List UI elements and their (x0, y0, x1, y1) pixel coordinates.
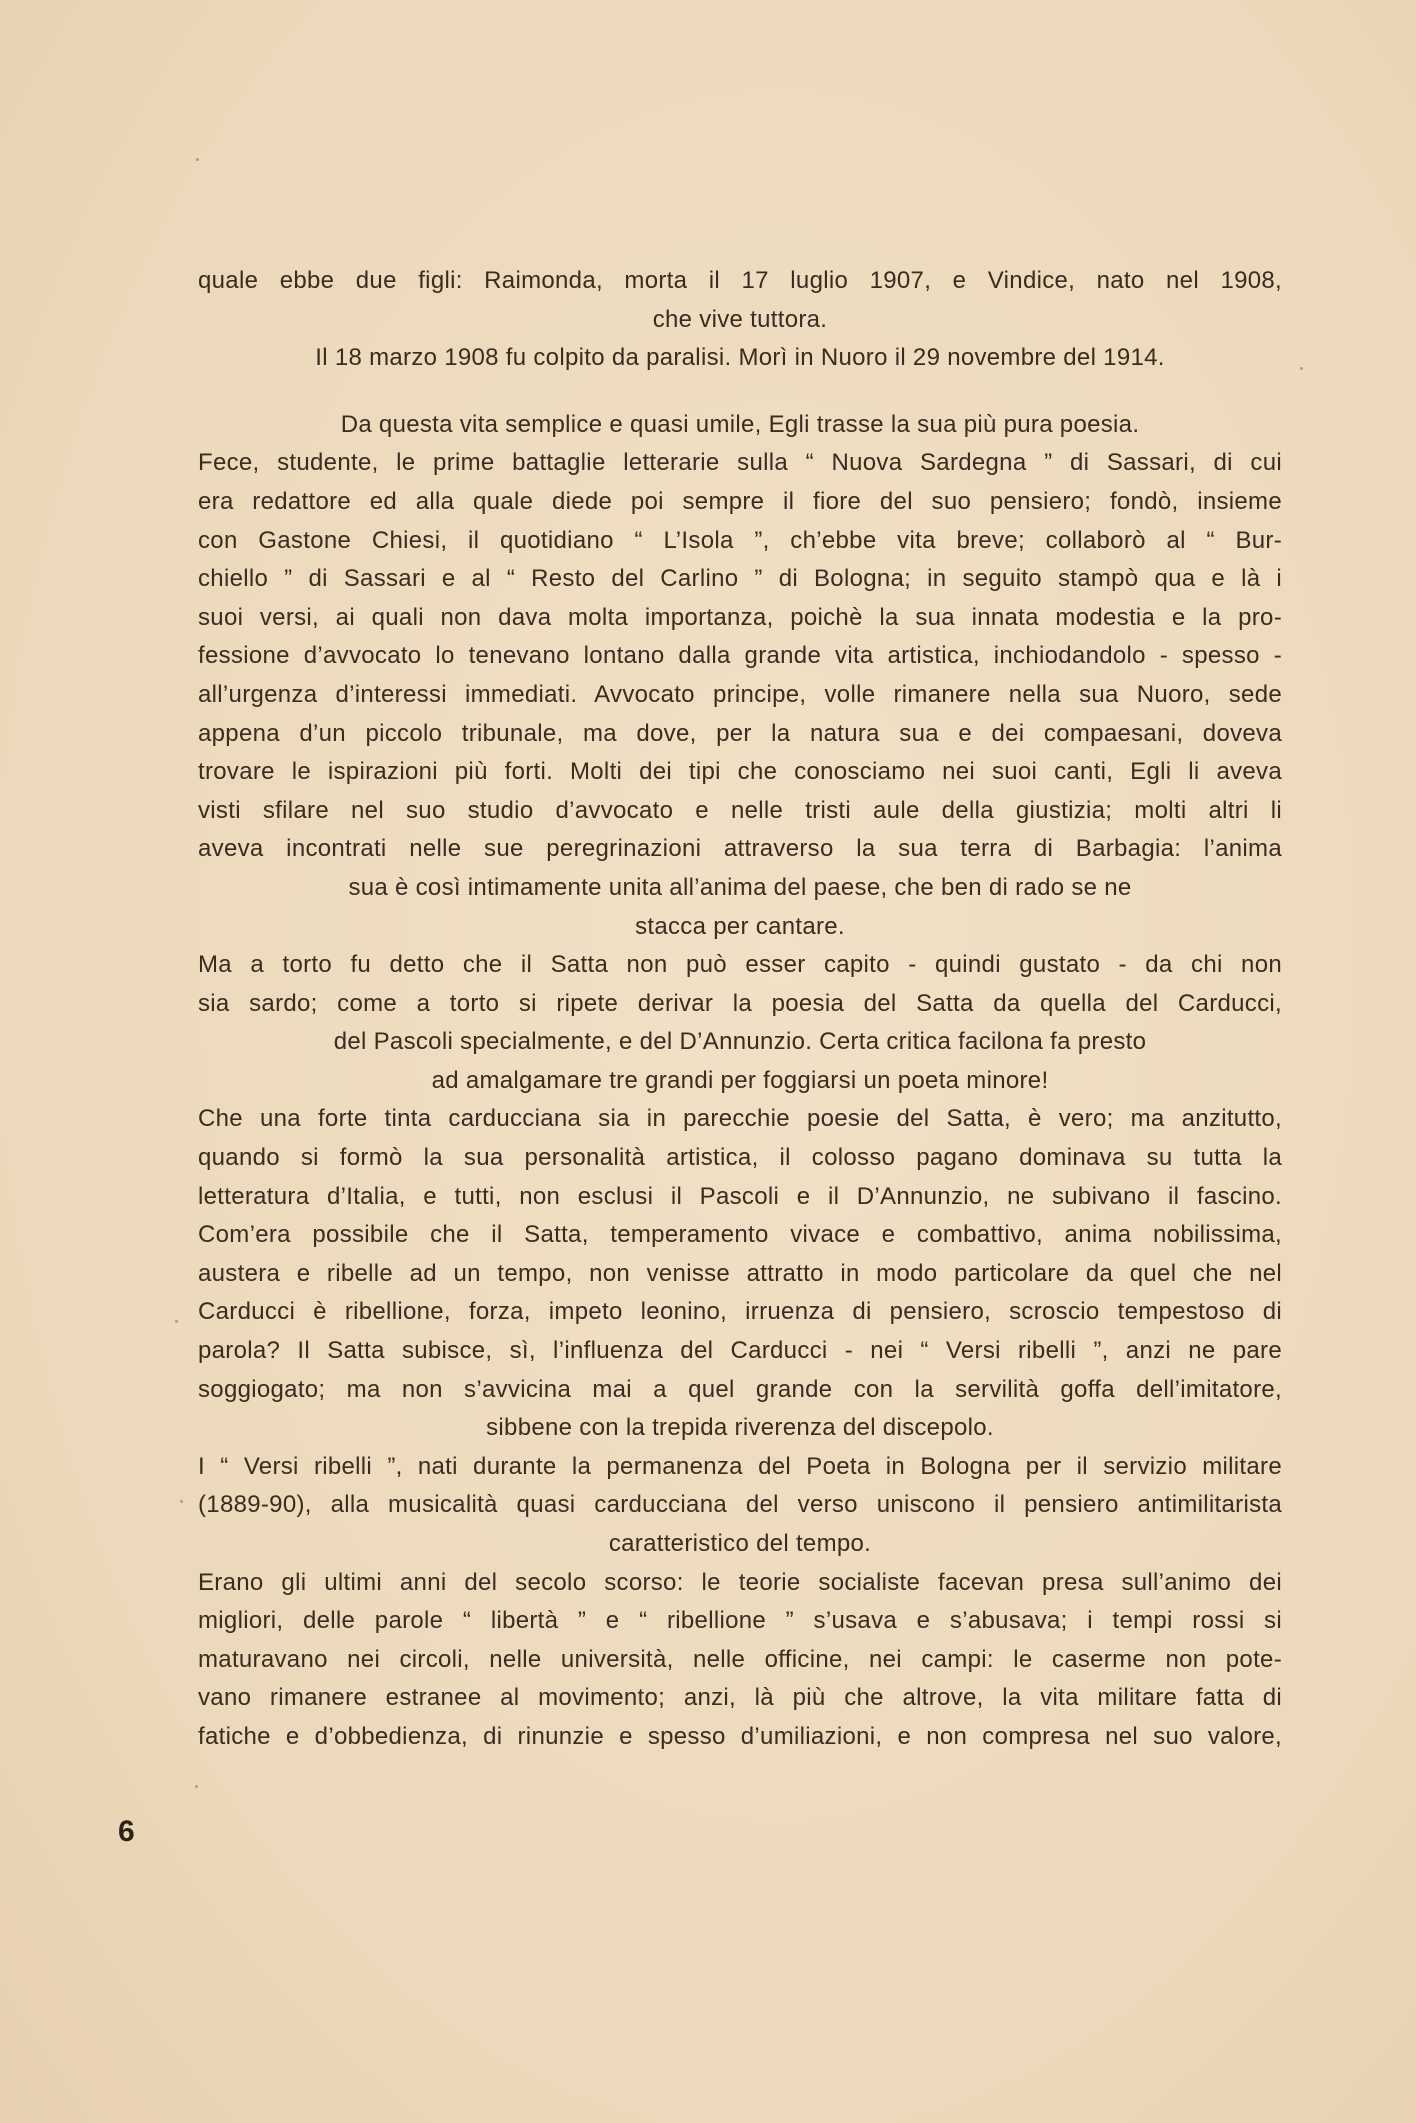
paper-speck (195, 1785, 198, 1788)
paper-speck (180, 1500, 183, 1503)
text-line: aveva incontrati nelle sue peregrinazioni attraverso la sua terra di Barbagia: l’anima (198, 835, 1282, 863)
text-line: Erano gli ultimi anni del secolo scorso: le teorie socialiste facevan presa sull’animo dei (198, 1568, 1282, 1596)
text-line: Da questa vita semplice e quasi umile, Egli trasse la sua più pura poesia. (340, 410, 1140, 438)
text-line: maturavano nei circoli, nelle università, nelle officine, nei campi: le caserme non pote- (198, 1645, 1282, 1673)
text-line: parola? Il Satta subisce, sì, l’influenza del Carducci - nei “ Versi ribelli ”, anzi ne pare (198, 1337, 1282, 1365)
text-line: con Gastone Chiesi, il quotidiano “ L’Isola ”, ch’ebbe vita breve; collaborò al “ Bur- (198, 526, 1282, 554)
text-line: quale ebbe due figli: Raimonda, morta il 17 luglio 1907, e Vindice, nato nel 1908, (198, 267, 1282, 294)
text-line: soggiogato; ma non s’avvicina mai a quel grande con la servilità goffa dell’imitatore, (198, 1375, 1282, 1403)
page-number: 6 (118, 1815, 135, 1848)
text-line: sia sardo; come a torto si ripete derivar la poesia del Satta da quella del Carducci, (198, 989, 1282, 1017)
text-line: suoi versi, ai quali non dava molta importanza, poichè la sua innata modestia e la pro- (198, 603, 1282, 631)
paper-speck (1300, 367, 1303, 370)
text-line: fatiche e d’obbedienza, di rinunzie e spesso d’umiliazioni, e non compresa nel suo valore, (198, 1722, 1282, 1750)
text-line: appena d’un piccolo tribunale, ma dove, per la natura sua e dei compaesani, doveva (198, 719, 1282, 747)
text-line: era redattore ed alla quale diede poi sempre il fiore del suo pensiero; fondò, insieme (198, 487, 1282, 515)
text-line: chiello ” di Sassari e al “ Resto del Carlino ” di Bologna; in seguito stampò qua e là i (198, 565, 1282, 593)
body-text (198, 262, 1282, 1757)
text-line: (1889-90), alla musicalità quasi carducciana del verso uniscono il pensiero antimilitarista (198, 1491, 1282, 1519)
text-line: trovare le ispirazioni più forti. Molti dei tipi che conosciamo nei suoi canti, Egli li aveva (198, 758, 1282, 786)
text-line: stacca per cantare. (635, 912, 845, 940)
paper-speck (196, 158, 199, 161)
text-line: Che una forte tinta carducciana sia in parecchie poesie del Satta, è vero; ma anzitutto, (198, 1105, 1282, 1133)
text-line: Il 18 marzo 1908 fu colpito da paralisi. Morì in Nuoro il 29 novembre del 1914. (315, 344, 1165, 372)
text-line: Ma a torto fu detto che il Satta non può esser capito - quindi gustato - da chi non (198, 951, 1282, 979)
text-line: che vive tuttora. (652, 305, 828, 333)
text-line: sibbene con la trepida riverenza del discepolo. (486, 1414, 994, 1442)
text-line: visti sfilare nel suo studio d’avvocato e nelle tristi aule della giustizia; molti altri li (198, 796, 1282, 824)
text-line: all’urgenza d’interessi immediati. Avvocato principe, volle rimanere nella sua Nuoro, sede (198, 680, 1282, 708)
text-line: Fece, studente, le prime battaglie letterarie sulla “ Nuova Sardegna ” di Sassari, di cui (198, 449, 1282, 477)
text-line: sua è così intimamente unita all’anima del paese, che ben di rado se ne (348, 873, 1132, 901)
text-line: fessione d’avvocato lo tenevano lontano dalla grande vita artistica, inchiodandolo - spesso - (198, 642, 1282, 670)
paper-speck (175, 1320, 178, 1323)
text-line: del Pascoli specialmente, e del D’Annunzio. Certa critica facilona fa presto (333, 1028, 1147, 1056)
text-line: I “ Versi ribelli ”, nati durante la permanenza del Poeta in Bologna per il servizio militare (198, 1452, 1282, 1480)
text-line: caratteristico del tempo. (608, 1530, 872, 1557)
text-line: ad amalgamare tre grandi per foggiarsi un poeta minore! (431, 1066, 1049, 1094)
text-line: quando si formò la sua personalità artistica, il colosso pagano dominava su tutta la (198, 1144, 1282, 1172)
text-line: vano rimanere estranee al movimento; anzi, là più che altrove, la vita militare fatta di (198, 1684, 1282, 1712)
text-line: Com’era possibile che il Satta, temperamento vivace e combattivo, anima nobilissima, (198, 1221, 1282, 1249)
text-line: migliori, delle parole “ libertà ” e “ ribellione ” s’usava e s’abusava; i tempi rossi si (198, 1607, 1282, 1635)
text-line: austera e ribelle ad un tempo, non venisse attratto in modo particolare da quel che nel (198, 1259, 1282, 1287)
text-line: Carducci è ribellione, forza, impeto leonino, irruenza di pensiero, scroscio tempestoso di (198, 1298, 1282, 1326)
text-line: letteratura d’Italia, e tutti, non esclusi il Pascoli e il D’Annunzio, ne subivano il fascino. (198, 1182, 1282, 1210)
